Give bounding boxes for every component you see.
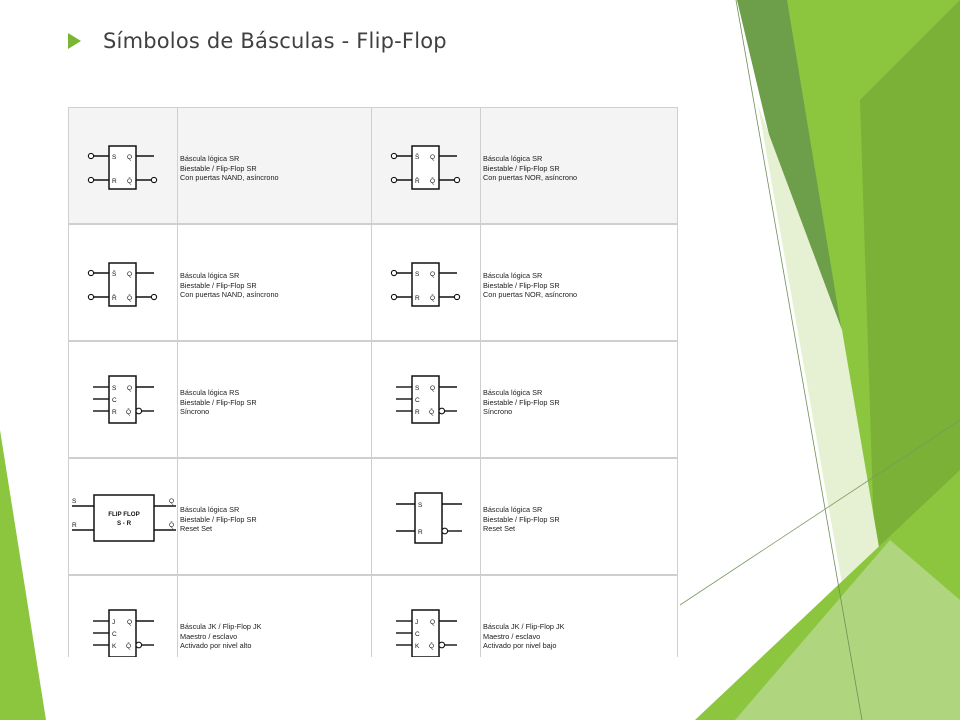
table-cell-right [371, 224, 678, 341]
flip-flop-symbol [69, 225, 177, 342]
pin-label: R [72, 522, 77, 529]
pin-label: S [112, 154, 117, 161]
pin-label: K [415, 643, 420, 650]
box-label: FLIP FLOP [108, 511, 140, 518]
table-cell-right [371, 107, 678, 224]
description-line: Síncrono [180, 407, 210, 416]
pin-label: Q [127, 385, 133, 392]
negation-bubble [136, 408, 142, 414]
pin-label: S [415, 385, 420, 392]
pin-label: J [112, 619, 116, 626]
description-line: Con puertas NOR, asíncrono [483, 290, 578, 299]
pin-label: S [415, 271, 420, 278]
description-line: Con puertas NAND, asíncrono [180, 173, 279, 182]
description-line: Maestro / esclavo [483, 631, 541, 641]
description-line: Biestable / Flip-Flop SR [483, 280, 560, 290]
description-line: Con puertas NOR, asíncrono [483, 173, 578, 182]
description-line: Báscula lógica SR [180, 505, 240, 514]
pin-label: C [112, 397, 117, 404]
flip-flop-symbols-table [68, 107, 678, 657]
title-row [68, 26, 447, 56]
description-line: Báscula lógica SR [180, 271, 240, 280]
cell-divider [177, 108, 178, 223]
pin-dot [151, 294, 156, 299]
arrow-bullet-icon [68, 33, 81, 49]
pin-label: S̄ [112, 271, 117, 278]
symbol-description [180, 271, 279, 300]
pin-label: Q [169, 498, 175, 505]
negation-bubble [439, 408, 445, 414]
box-label: S - R [116, 520, 132, 527]
pin-label: Q [430, 619, 436, 626]
pin-label: R [415, 295, 420, 302]
description-line: Biestable / Flip-Flop SR [483, 163, 560, 173]
pin-dot [454, 294, 459, 299]
pin-label: Q̄ [430, 295, 436, 302]
table-cell-left [68, 224, 375, 341]
symbol-description [180, 388, 257, 417]
cell-divider [177, 342, 178, 457]
symbol-description [483, 271, 577, 300]
pin-label: Q̄ [126, 643, 132, 650]
description-line: Báscula JK / Flip-Flop JK [483, 622, 565, 631]
table-cell-right [371, 341, 678, 458]
table-cell-left [68, 575, 375, 657]
pin-dot [88, 153, 93, 158]
pin-label: S [418, 502, 423, 509]
pin-dot [454, 177, 459, 182]
pin-dot [391, 177, 396, 182]
pin-label: Q̄ [127, 178, 133, 185]
pin-label: Q̄ [429, 643, 435, 650]
pin-label: R̄ [415, 178, 420, 185]
pin-label: Q̄ [126, 409, 132, 416]
table-cell-right [371, 458, 678, 575]
pin-label: Q [127, 619, 133, 626]
pin-label: R [415, 409, 420, 416]
description-line: Biestable / Flip-Flop SR [180, 163, 257, 173]
pin-label: R [112, 178, 117, 185]
slide-title: Símbolos de Básculas - Flip-Flop [103, 29, 447, 53]
flip-flop-symbol [69, 576, 177, 657]
pin-label: Q [127, 271, 133, 278]
table-cell-left [68, 341, 375, 458]
flip-flop-symbol [372, 459, 480, 576]
cell-divider [480, 576, 481, 657]
table-cell-left [68, 107, 375, 224]
symbol-description [180, 622, 262, 651]
symbol-description [483, 388, 560, 417]
description-line: Báscula lógica SR [180, 154, 240, 163]
pin-label: Q̄ [169, 522, 175, 529]
pin-label: C [415, 397, 420, 404]
flip-flop-symbol [69, 459, 177, 576]
flip-flop-box [94, 495, 154, 541]
flip-flop-symbol [69, 108, 177, 225]
left-green-shape [0, 430, 46, 720]
pin-dot [391, 153, 396, 158]
symbol-description [180, 154, 279, 183]
symbol-description [180, 505, 257, 534]
pin-label: S [112, 385, 117, 392]
pin-label: S [72, 498, 77, 505]
negation-bubble [442, 528, 448, 534]
description-line: Maestro / esclavo [180, 631, 238, 641]
description-line: Biestable / Flip-Flop SR [483, 514, 560, 524]
description-line: Biestable / Flip-Flop SR [180, 514, 257, 524]
cell-divider [480, 459, 481, 574]
cell-divider [480, 225, 481, 340]
pin-dot [88, 270, 93, 275]
description-line: Biestable / Flip-Flop SR [483, 397, 560, 407]
pin-label: J [415, 619, 419, 626]
description-line: Báscula lógica SR [483, 271, 543, 280]
description-line: Báscula lógica SR [483, 505, 543, 514]
pin-label: Q [430, 154, 436, 161]
description-line: Báscula lógica RS [180, 388, 240, 397]
pin-label: Q [127, 154, 133, 161]
symbol-description [483, 154, 577, 183]
cell-divider [177, 576, 178, 657]
description-line: Biestable / Flip-Flop SR [180, 397, 257, 407]
flip-flop-symbol [372, 108, 480, 225]
symbol-description [483, 505, 560, 534]
pin-label: R [112, 409, 117, 416]
pin-label: C [415, 631, 420, 638]
pin-dot [391, 294, 396, 299]
description-line: Activado por nivel alto [180, 641, 252, 650]
description-line: Báscula lógica SR [483, 154, 543, 163]
cell-divider [177, 225, 178, 340]
symbol-description [483, 622, 565, 651]
flip-flop-symbol [69, 342, 177, 459]
pin-label: S̄ [415, 154, 420, 161]
description-line: Báscula lógica SR [483, 388, 543, 397]
flip-flop-symbol [372, 576, 480, 657]
cell-divider [177, 459, 178, 574]
pin-label: R̄ [112, 295, 117, 302]
cell-divider [480, 342, 481, 457]
description-line: Reset Set [180, 524, 213, 533]
pin-label: C [112, 631, 117, 638]
pin-label: Q̄ [430, 178, 436, 185]
description-line: Activado por nivel bajo [483, 641, 557, 650]
pin-label: R [418, 529, 423, 536]
table-cell-left [68, 458, 375, 575]
description-line: Báscula JK / Flip-Flop JK [180, 622, 262, 631]
negation-bubble [439, 642, 445, 648]
cell-divider [480, 108, 481, 223]
description-line: Síncrono [483, 407, 513, 416]
pin-dot [391, 270, 396, 275]
pin-label: Q [430, 271, 436, 278]
flip-flop-symbol [372, 225, 480, 342]
table-cell-right [371, 575, 678, 657]
pin-label: Q̄ [429, 409, 435, 416]
pin-dot [88, 294, 93, 299]
description-line: Reset Set [483, 524, 516, 533]
description-line: Con puertas NAND, asíncrono [180, 290, 279, 299]
pin-label: Q̄ [127, 295, 133, 302]
description-line: Biestable / Flip-Flop SR [180, 280, 257, 290]
negation-bubble [136, 642, 142, 648]
pin-label: Q [430, 385, 436, 392]
pin-dot [88, 177, 93, 182]
pin-label: K [112, 643, 117, 650]
flip-flop-symbol [372, 342, 480, 459]
pin-dot [151, 177, 156, 182]
